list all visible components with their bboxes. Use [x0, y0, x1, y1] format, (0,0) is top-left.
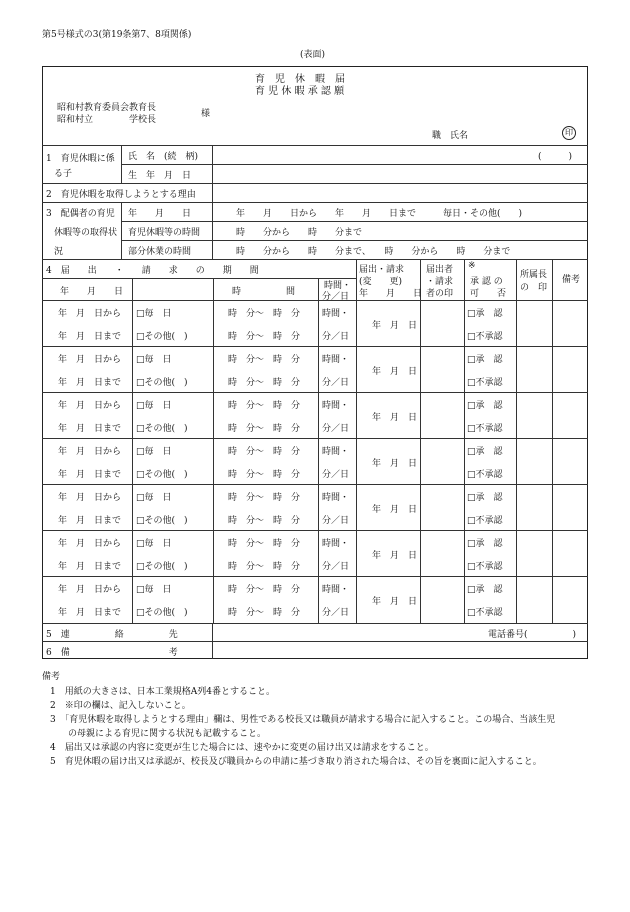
addressee-suffix: 様 [201, 109, 211, 119]
row-to-date[interactable]: 年 月 日まで [58, 424, 122, 434]
row-submit-date[interactable]: 年 月 日 [372, 413, 418, 423]
row-deny-checkbox[interactable]: □不承認 [467, 378, 503, 388]
row-daily-checkbox[interactable]: □毎 日 [136, 355, 172, 365]
row-from-date[interactable]: 年 月 日から [58, 493, 122, 503]
row-deny-checkbox[interactable]: □不承認 [467, 516, 503, 526]
row-other-checkbox[interactable]: □その他( ) [136, 378, 188, 388]
row-from-date[interactable]: 年 月 日から [58, 401, 122, 411]
section3-label-cont1: 休暇等の取得状 [54, 228, 118, 238]
row-daily-checkbox[interactable]: □毎 日 [136, 309, 172, 319]
partial-leave-time-field[interactable]: 時 分から 時 分まで、 時 分から 時 分まで [236, 247, 511, 257]
row-approve-checkbox[interactable]: □承 認 [467, 355, 503, 365]
row-approve-checkbox[interactable]: □承 認 [467, 539, 503, 549]
row-to-date[interactable]: 年 月 日まで [58, 470, 122, 480]
row-time-2[interactable]: 時 分～ 時 分 [228, 332, 301, 342]
contact-phone-field[interactable]: 電話番号( ) [488, 630, 577, 640]
row-approve-checkbox[interactable]: □承 認 [467, 447, 503, 457]
row-deny-checkbox[interactable]: □不承認 [467, 332, 503, 342]
form-title-request: 育 児 休 暇 承 認 願 [255, 86, 345, 97]
row-to-date[interactable]: 年 月 日まで [58, 332, 122, 342]
row-other-checkbox[interactable]: □その他( ) [136, 562, 188, 572]
row-time-1[interactable]: 時 分～ 時 分 [228, 309, 301, 319]
note-item: の母親による育児に関する状況も記載すること。 [50, 729, 267, 739]
row-time-1[interactable]: 時 分～ 時 分 [228, 401, 301, 411]
col-header-submit-b: (変 更) [359, 277, 403, 287]
col-header-submit-a: 届出・請求 [359, 265, 405, 275]
row-from-date[interactable]: 年 月 日から [58, 447, 122, 457]
row-time-2[interactable]: 時 分～ 時 分 [228, 378, 301, 388]
col-header-per-b: 分／日 [322, 292, 350, 302]
row-submit-date[interactable]: 年 月 日 [372, 551, 418, 561]
row-deny-checkbox[interactable]: □不承認 [467, 608, 503, 618]
row-per-a: 時間・ [322, 309, 350, 319]
row-submit-date[interactable]: 年 月 日 [372, 505, 418, 515]
row-time-2[interactable]: 時 分～ 時 分 [228, 608, 301, 618]
addressee-line2: 昭和村立 学校長 [57, 115, 157, 125]
row-per-a: 時間・ [322, 355, 350, 365]
row-to-date[interactable]: 年 月 日まで [58, 516, 122, 526]
row-per-a: 時間・ [322, 401, 350, 411]
row-per-a: 時間・ [322, 539, 350, 549]
row-other-checkbox[interactable]: □その他( ) [136, 608, 188, 618]
row-from-date[interactable]: 年 月 日から [58, 539, 122, 549]
row-other-checkbox[interactable]: □その他( ) [136, 470, 188, 480]
applicant-name-label: 職 氏名 [432, 131, 469, 141]
row-submit-date[interactable]: 年 月 日 [372, 597, 418, 607]
child-relationship-paren: ( ) [538, 152, 573, 162]
row-to-date[interactable]: 年 月 日まで [58, 378, 122, 388]
row-time-2[interactable]: 時 分～ 時 分 [228, 424, 301, 434]
row-approve-checkbox[interactable]: □承 認 [467, 493, 503, 503]
row-to-date[interactable]: 年 月 日まで [58, 608, 122, 618]
section3-label-cont2: 況 [54, 247, 64, 257]
col-header-seal-a: 届出者 [426, 265, 454, 275]
row-submit-date[interactable]: 年 月 日 [372, 459, 418, 469]
row-approve-checkbox[interactable]: □承 認 [467, 401, 503, 411]
row-per-a: 時間・ [322, 493, 350, 503]
section1-label: 1 育児休暇に係 [46, 154, 115, 164]
note-item: 3 「育児休暇を取得しようとする理由」欄は、男性である校長又は職員が請求する場合に記入すること。この場合、当該生児 [50, 715, 556, 725]
row-time-1[interactable]: 時 分～ 時 分 [228, 355, 301, 365]
row-per-b: 分／日 [322, 516, 350, 526]
row-time-1[interactable]: 時 分～ 時 分 [228, 585, 301, 595]
form-number: 第5号様式の3(第19条第7、8項関係) [42, 30, 192, 40]
row-submit-date[interactable]: 年 月 日 [372, 367, 418, 377]
row-daily-checkbox[interactable]: □毎 日 [136, 539, 172, 549]
section5-label: 5 連 絡 先 [46, 630, 178, 640]
row-time-1[interactable]: 時 分～ 時 分 [228, 447, 301, 457]
note-item: 4 届出又は承認の内容に変更が生じた場合には、速やかに変更の届け出又は請求をすること。 [50, 743, 434, 753]
row-time-2[interactable]: 時 分～ 時 分 [228, 562, 301, 572]
col-header-date: 年 月 日 [60, 287, 124, 297]
note-item: 1 用紙の大きさは、日本工業規格A列4番とすること。 [50, 687, 275, 697]
section3-label: 3 配偶者の育児 [46, 209, 115, 219]
row-per-b: 分／日 [322, 470, 350, 480]
addressee-line1: 昭和村教育委員会教育長 [57, 103, 157, 113]
row-other-checkbox[interactable]: □その他( ) [136, 516, 188, 526]
partial-leave-time-label: 部分休業の時間 [128, 247, 192, 257]
section4-title: 4 届 出 ・ 請 求 の 期 間 [46, 266, 259, 276]
row-from-date[interactable]: 年 月 日から [58, 585, 122, 595]
form-side-label: (表面) [300, 50, 326, 60]
col-header-approval-mark: ※ [468, 261, 476, 271]
child-dob-field[interactable] [214, 165, 586, 182]
row-per-a: 時間・ [322, 585, 350, 595]
col-header-time: 時 間 [232, 287, 296, 297]
row-submit-date[interactable]: 年 月 日 [372, 321, 418, 331]
child-name-field[interactable] [214, 146, 586, 163]
child-dob-label: 生 年 月 日 [128, 171, 192, 181]
col-header-approval-a: 承 認 の [470, 277, 503, 287]
col-header-remarks: 備考 [562, 275, 581, 285]
col-header-submit-c: 年 月 日 [359, 289, 423, 299]
spouse-leave-time-label: 育児休暇等の時間 [128, 228, 201, 238]
notes-heading: 備考 [42, 672, 61, 682]
section6-label: 6 備 考 [46, 648, 178, 658]
section1-label-cont: る子 [54, 169, 73, 179]
spouse-date-field[interactable]: 年 月 日から 年 月 日まで 毎日・その他( ) [236, 209, 523, 219]
row-approve-checkbox[interactable]: □承 認 [467, 585, 503, 595]
row-per-b: 分／日 [322, 608, 350, 618]
row-daily-checkbox[interactable]: □毎 日 [136, 447, 172, 457]
row-approve-checkbox[interactable]: □承 認 [467, 309, 503, 319]
col-header-principal-a: 所属長 [520, 270, 548, 280]
row-time-2[interactable]: 時 分～ 時 分 [228, 516, 301, 526]
child-name-label: 氏 名 (続 柄) [128, 152, 199, 162]
row-daily-checkbox[interactable]: □毎 日 [136, 401, 172, 411]
row-time-2[interactable]: 時 分～ 時 分 [228, 470, 301, 480]
section2-label: 2 育児休暇を取得しようとする理由 [46, 190, 196, 200]
row-time-1[interactable]: 時 分～ 時 分 [228, 539, 301, 549]
row-per-b: 分／日 [322, 562, 350, 572]
row-per-b: 分／日 [322, 378, 350, 388]
row-from-date[interactable]: 年 月 日から [58, 309, 122, 319]
spouse-date-label: 年 月 日 [128, 209, 192, 219]
col-header-approval-b: 可 否 [470, 289, 507, 299]
row-deny-checkbox[interactable]: □不承認 [467, 470, 503, 480]
remarks-field[interactable] [214, 642, 586, 658]
col-header-seal-b: ・請求 [426, 277, 454, 287]
spouse-leave-time-field[interactable]: 時 分から 時 分まで [236, 228, 363, 238]
row-other-checkbox[interactable]: □その他( ) [136, 332, 188, 342]
row-other-checkbox[interactable]: □その他( ) [136, 424, 188, 434]
form-title-notice: 育 児 休 暇 届 [255, 74, 345, 85]
col-header-per-a: 時間・ [324, 281, 352, 291]
row-deny-checkbox[interactable]: □不承認 [467, 562, 503, 572]
col-header-principal-b: の 印 [520, 283, 548, 293]
seal-icon: 印 [562, 126, 576, 140]
note-item: 5 育児休暇の届け出又は承認が、校長及び職員からの申請に基づき取り消された場合は、その旨を裏面に記入すること。 [50, 757, 542, 767]
note-item: 2 ※印の欄は、記入しないこと。 [50, 701, 191, 711]
col-header-seal-c: 者の印 [426, 289, 454, 299]
reason-field[interactable] [214, 184, 586, 201]
row-time-1[interactable]: 時 分～ 時 分 [228, 493, 301, 503]
row-to-date[interactable]: 年 月 日まで [58, 562, 122, 572]
row-deny-checkbox[interactable]: □不承認 [467, 424, 503, 434]
row-per-b: 分／日 [322, 332, 350, 342]
row-daily-checkbox[interactable]: □毎 日 [136, 493, 172, 503]
row-per-a: 時間・ [322, 447, 350, 457]
row-from-date[interactable]: 年 月 日から [58, 355, 122, 365]
row-per-b: 分／日 [322, 424, 350, 434]
row-daily-checkbox[interactable]: □毎 日 [136, 585, 172, 595]
